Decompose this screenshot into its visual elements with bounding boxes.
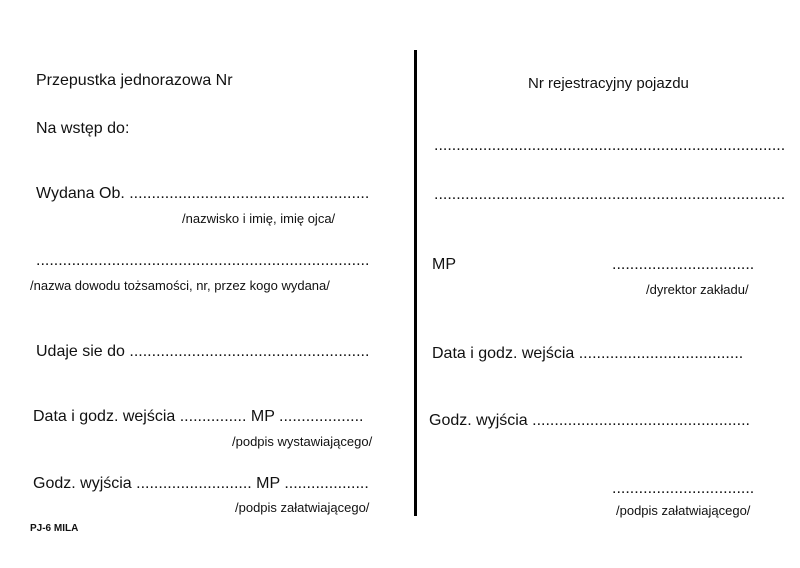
director-caption: /dyrektor zakładu/ — [646, 282, 749, 297]
vehicle-registration-line-2: ............................................................................... — [434, 186, 786, 203]
right-exit-time-line: Godz. wyjścia ................................................. — [429, 412, 750, 429]
left-entry-datetime-line: Data i godz. wejścia ............... MP ................... — [33, 408, 364, 425]
going-to-line: Udaje sie do ...................................................... — [36, 343, 370, 360]
vehicle-registration-label: Nr rejestracyjny pojazdu — [528, 75, 689, 92]
left-handler-signature-caption: /podpis załatwiającego/ — [235, 500, 370, 515]
issued-to-caption: /nazwisko i imię, imię ojca/ — [182, 211, 336, 226]
right-handler-signature-caption: /podpis załatwiającego/ — [616, 503, 751, 518]
id-document-caption: /nazwa dowodu tożsamości, nr, przez kogo wydana/ — [30, 278, 330, 293]
form-code: PJ-6 MILA — [30, 523, 79, 534]
pass-title: Przepustka jednorazowa Nr — [36, 72, 233, 89]
issuer-signature-caption: /podpis wystawiającego/ — [232, 434, 373, 449]
entry-to-label: Na wstęp do: — [36, 120, 130, 137]
id-document-line: ........................................................................... — [36, 252, 370, 269]
center-divider — [414, 50, 417, 516]
director-signature-line: ................................ — [612, 256, 755, 273]
right-entry-datetime-line: Data i godz. wejścia ..................................... — [432, 345, 744, 362]
stamp-mp-label: MP — [432, 256, 456, 273]
issued-to-line: Wydana Ob. ...................................................... — [36, 185, 370, 202]
left-exit-time-line: Godz. wyjścia .......................... MP ................... — [33, 475, 369, 492]
vehicle-registration-line-1: ............................................................................... — [434, 137, 786, 154]
right-handler-signature-line: ................................ — [612, 480, 755, 497]
